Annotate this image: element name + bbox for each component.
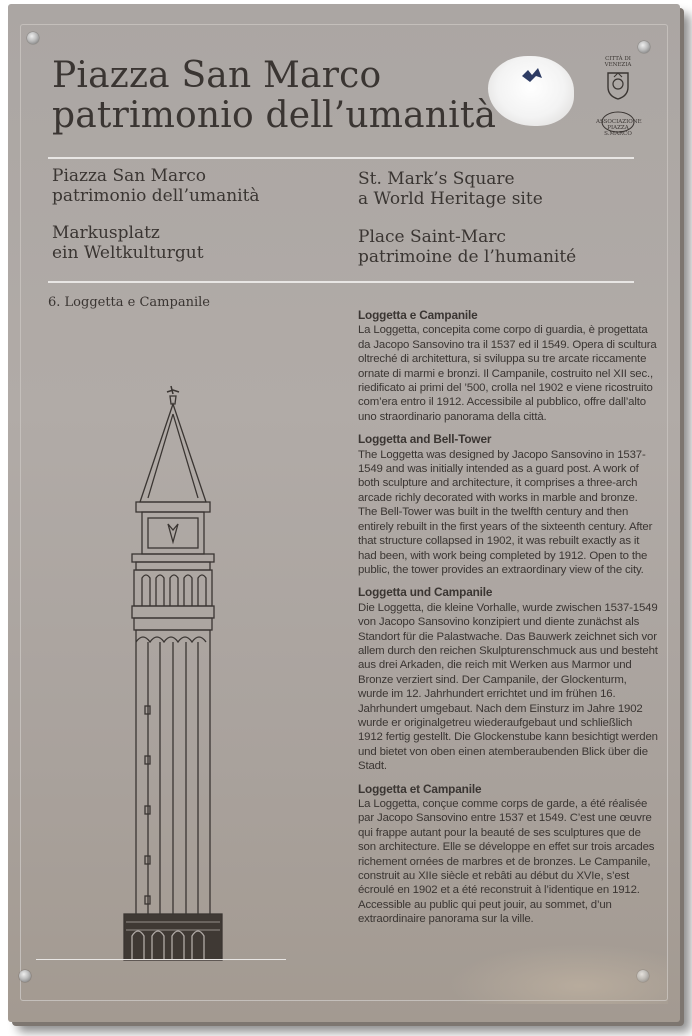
subtitle-french-line-2: patrimoine de l’humanité	[358, 247, 577, 267]
association-label-line-1: ASSOCIAZIONE	[596, 119, 642, 125]
city-label-line-1: CITTÀ DI	[605, 56, 631, 62]
french-heading: Loggetta et Campanile	[358, 781, 482, 796]
subtitle-french-line-1: Place Saint-Marc	[358, 227, 506, 247]
subtitle-french	[358, 227, 576, 267]
screw-top-left	[27, 32, 39, 44]
subtitle-german	[52, 223, 204, 263]
english-heading: Loggetta and Bell-Tower	[358, 432, 492, 447]
subtitle-english	[358, 169, 543, 209]
subtitle-german-line-1: Markusplatz	[52, 223, 160, 243]
section-label: 6. Loggetta e Campanile	[48, 295, 210, 310]
german-heading: Loggetta und Campanile	[358, 585, 493, 600]
subtitle-italian-line-1: Piazza San Marco	[52, 166, 207, 186]
venice-crest-icon	[605, 70, 631, 100]
divider-top	[48, 157, 634, 159]
subtitle-german-line-2: ein Weltkulturgut	[52, 243, 204, 263]
drawing-ground-line	[36, 959, 286, 960]
association-label-line-3: S.MARCO	[604, 131, 632, 137]
white-sticker	[488, 56, 574, 126]
screw-top-right	[638, 41, 650, 53]
information-plaque	[8, 4, 680, 1022]
subtitle-english-line-1: St. Mark’s Square	[358, 169, 515, 189]
french-body: La Loggetta, conçue comme corps de garde, a été réalisée par Jacopo Sansovino entre 1537 et 1549. C’est une œuvre qui frappe autant pour la beauté de ses sculptures que de son architecture. Elle se développe en effet sur trois arcades richement ornées de marbres et de bronzes. Le Campanile, construit au XIIe siècle et rebâti au début du XVIe, s’est écroulé en 1902 et a été reconstruit à l’identique en 1912. Accessible au public qui peut jouir, au sommet, d’un extraordinaire panorama sur la ville.	[358, 798, 655, 926]
city-label-line-2: VENEZIA	[604, 62, 632, 68]
main-title	[52, 56, 496, 136]
sponsor-logos	[596, 56, 640, 142]
subtitle-italian	[52, 166, 260, 206]
italian-heading: Loggetta e Campanile	[358, 308, 478, 322]
german-body: Die Loggetta, die kleine Vorhalle, wurde zwischen 1537-1549 von Jacopo Sansovino konzipiert und diente zunächst als Standort für die Palastwache. Das Bauwerk zeichnet sich vor allem durch den reichen Skulpturenschmuck aus und besteht aus drei Arkaden, die reich mit Werken aus Marmor und Bronze verziert sind. Der Campanile, der Glockenturm, wurde im 12. Jahrhundert errichtet und im frühen 16. Jahrhundert umgebaut. Nach dem Einsturz im Jahre 1902 wurde er originalgetreu wiederaufgebaut und schließlich 1912 fertig gestellt. Die Glockenstube kann besichtigt werden und bietet von oben einen atemberaubenden Blick über die Stadt.	[358, 601, 658, 773]
weathering-stain	[448, 944, 668, 1004]
subtitle-english-line-2: a World Heritage site	[358, 189, 543, 209]
screw-bottom-left	[19, 970, 31, 982]
torn-sticker-mark	[488, 56, 574, 126]
description-text	[358, 308, 658, 935]
main-title-line-2: patrimonio dell’umanità	[52, 95, 497, 136]
association-label-line-2: PIAZZA	[607, 125, 629, 131]
english-body: The Loggetta was designed by Jacopo Sansovino in 1537-1549 and was initially intended as a guard post. A work of both sculpture and architecture, it comprises a three-arch arcade richly decorated with works in marble and bronze. The Bell-Tower was built in the twelfth century and then entirely rebuilt in the first years of the sixteenth century. After that structure collapsed in 1902, it was rebuilt exactly as it had been, with work being completed by 1912. Open to the public, the tower provides an extraordinary view of the city.	[358, 448, 653, 576]
campanile-drawing	[118, 384, 228, 964]
divider-bottom	[48, 281, 634, 283]
main-title-line-1: Piazza San Marco	[52, 55, 382, 96]
subtitle-italian-line-2: patrimonio dell’umanità	[52, 186, 260, 206]
italian-body: La Loggetta, concepita come corpo di guardia, è progettata da Jacopo Sansovino tra il 1537 ed il 1549. Opera di scultura oltreché di architettura, si sviluppa su tre arcate riccamente ornate di marmi e bronzi. Il Campanile, costruito nel XII sec., riedificato ai primi del ’500, crolla nel 1902 e viene ricostruito com’era entro il 1912. Accessibile al pubblico, offre dall’alto uno straordinario panorama della città.	[358, 324, 657, 423]
